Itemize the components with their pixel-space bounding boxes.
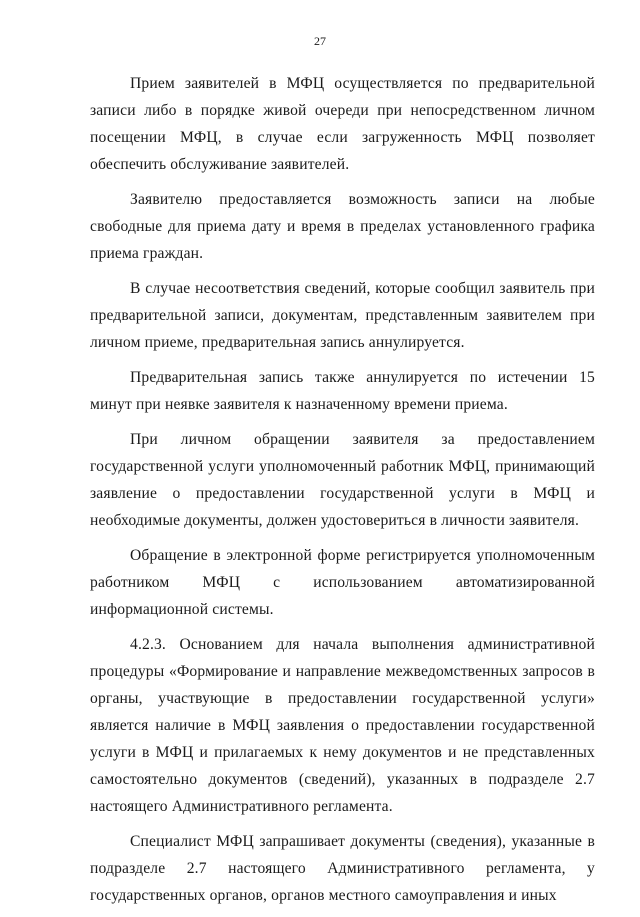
- paragraph-specialist-requests: Специалист МФЦ запрашивает документы (сведения), указанные в подразделе 2.7 настоящего Административного регламента, у государственных органов, органов местного самоуправления и иных: [90, 833, 595, 904]
- paragraph-section-4-2-3: 4.2.3. Основанием для начала выполнения административной процедуры «Формирование и направление межведомственных запросов в органы, участвующие в предоставлении государственной услуги» является наличие в МФЦ заявления о предоставлении государственной услуги в МФЦ и прилагаемых к нему документов и не представленных самостоятельно документов (сведений), указанных в подразделе 2.7 настоящего Административного регламента.: [90, 636, 595, 815]
- paragraph-identity-verification: При личном обращении заявителя за предоставлением государственной услуги уполномоченный работник МФЦ, принимающий заявление о предоставлении государственной услуги в МФЦ и необходимые документы, должен удостовериться в личности заявителя.: [90, 431, 595, 529]
- paragraph-booking-no-show: Предварительная запись также аннулируется по истечении 15 минут при неявке заявителя к назначенному времени приема.: [90, 369, 595, 413]
- paragraph-booking-availability: Заявителю предоставляется возможность записи на любые свободные для приема дату и время в пределах установленного графика приема граждан.: [90, 191, 595, 262]
- page-body: [90, 70, 595, 917]
- paragraph-appointment-reception: Прием заявителей в МФЦ осуществляется по предварительной записи либо в порядке живой очереди при непосредственном личном посещении МФЦ, в случае если загруженность МФЦ позволяет обеспечить обслуживание заявителей.: [90, 75, 595, 173]
- paragraph-electronic-registration: Обращение в электронной форме регистрируется уполномоченным работником МФЦ с использованием автоматизированной информационной системы.: [90, 547, 595, 618]
- page-number: 27: [314, 34, 326, 48]
- paragraph-booking-mismatch: В случае несоответствия сведений, которые сообщил заявитель при предварительной записи, документам, представленным заявителем при личном приеме, предварительная запись аннулируется.: [90, 280, 595, 351]
